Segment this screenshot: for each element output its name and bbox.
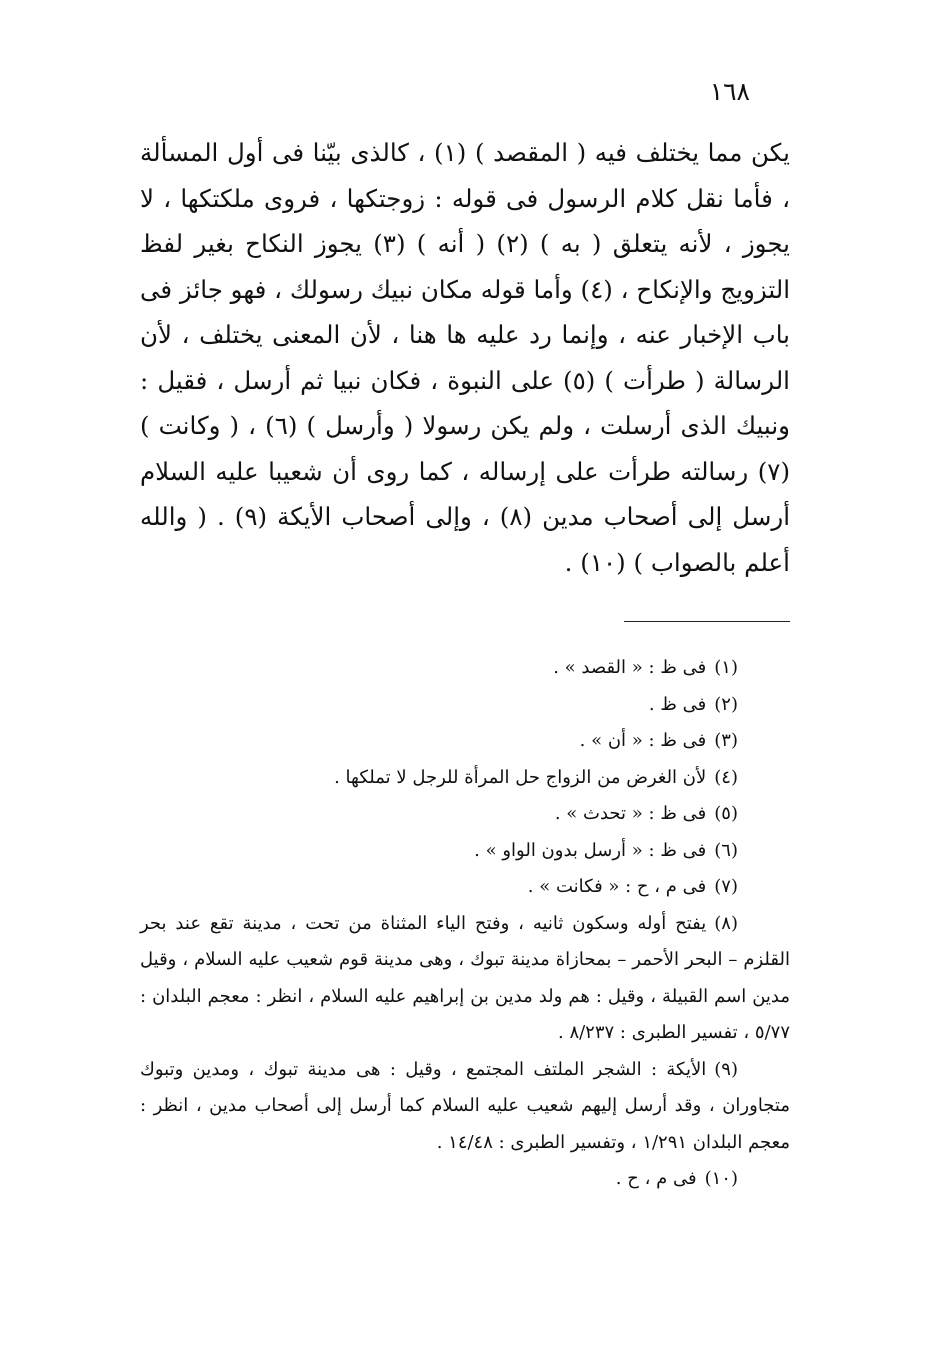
footnote-number: (٧) xyxy=(714,876,738,897)
footnote-number: (٩) xyxy=(714,1058,738,1080)
footnote-1 xyxy=(140,650,790,687)
footnote-3 xyxy=(140,723,790,760)
footnote-10 xyxy=(140,1161,790,1198)
footnote-number: (٣) xyxy=(714,730,738,751)
footnote-text: يفتح أوله وسكون ثانيه ، وفتح الياء المثناة من تحت ، مدينة تقع عند بحر القلزم – البحر الأحمر – بمحازاة مدينة تبوك ، وهى مدينة قوم شعيب عليه السلام ، وقيل مدين اسم القبيلة ، وقيل : هم ولد مدين بن إبراهيم عليه السلام ، انظر : معجم البلدان : ٥/٧٧ ، تفسير الطبرى : ٨/٢٣٧ . xyxy=(140,912,790,1043)
footnote-4 xyxy=(140,760,790,797)
main-text xyxy=(140,130,790,585)
footnote-separator xyxy=(624,621,790,622)
footnote-text: فى ظ . xyxy=(648,693,707,715)
footnote-8 xyxy=(140,906,790,1052)
footnote-text: فى ظ : « أن » . xyxy=(579,730,707,751)
footnote-text: فى م ، ح . xyxy=(615,1168,697,1189)
footnote-text: فى ظ : « القصد » . xyxy=(553,657,707,678)
footnote-6 xyxy=(140,833,790,870)
page-number: ١٦٨ xyxy=(709,77,750,106)
footnote-text: لأن الغرض من الزواج حل المرأة للرجل لا تملكها . xyxy=(334,766,707,788)
footnote-text: فى ظ : « تحدث » . xyxy=(554,803,707,824)
footnote-number: (٥) xyxy=(714,803,738,824)
main-paragraph: يكن مما يختلف فيه ( المقصد ) (١) ، كالذى بيّنا فى أول المسألة ، فأما نقل كلام الرسول فى قوله : زوجتكها ، فروى ملكتكها ، لا يجوز ، لأنه يتعلق ( به ) (٢) ( أنه ) (٣) يجوز النكاح بغير لفظ التزويج والإنكاح ، (٤) وأما قوله مكان نبيك رسولك ، فهو جائز فى باب الإخبار عنه ، وإنما رد عليه ها هنا ، لأن المعنى يختلف ، لأن الرسالة ( طرأت ) (٥) على النبوة ، فكان نبيا ثم أرسل ، فقيل : ونبيك الذى أرسلت ، ولم يكن رسولا ( وأرسل ) (٦) ، ( وكانت ) (٧) رسالته طرأت على إرساله ، كما روى أن شعيبا عليه السلام أرسل إلى أصحاب مدين (٨) ، وإلى أصحاب الأيكة (٩) . ( والله أعلم بالصواب ) (١٠) . xyxy=(140,138,791,577)
footnote-5 xyxy=(140,796,790,833)
footnotes-list xyxy=(140,650,790,1198)
footnote-number: (١) xyxy=(714,657,738,678)
footnote-9 xyxy=(140,1052,790,1162)
footnote-number: (٢) xyxy=(714,693,738,715)
footnote-text: فى م ، ح : « فكانت » . xyxy=(527,876,707,897)
footnote-2 xyxy=(140,687,790,724)
footnote-7 xyxy=(140,869,790,906)
footnote-number: (١٠) xyxy=(704,1168,738,1189)
footnote-text: الأيكة : الشجر الملتف المجتمع ، وقيل : هى مدينة تبوك ، ومدين وتبوك متجاوران ، وقد أرسل إليهم شعيب عليه السلام كما أرسل إلى أصحاب مدين ، انظر : معجم البلدان ١/٢٩١ ، وتفسير الطبرى : ١٤/٤٨ . xyxy=(140,1058,790,1153)
footnote-number: (٦) xyxy=(714,839,738,861)
footnote-number: (٤) xyxy=(714,766,738,788)
footnote-text: فى ظ : « أرسل بدون الواو » . xyxy=(474,839,707,861)
footnote-number: (٨) xyxy=(714,912,738,934)
